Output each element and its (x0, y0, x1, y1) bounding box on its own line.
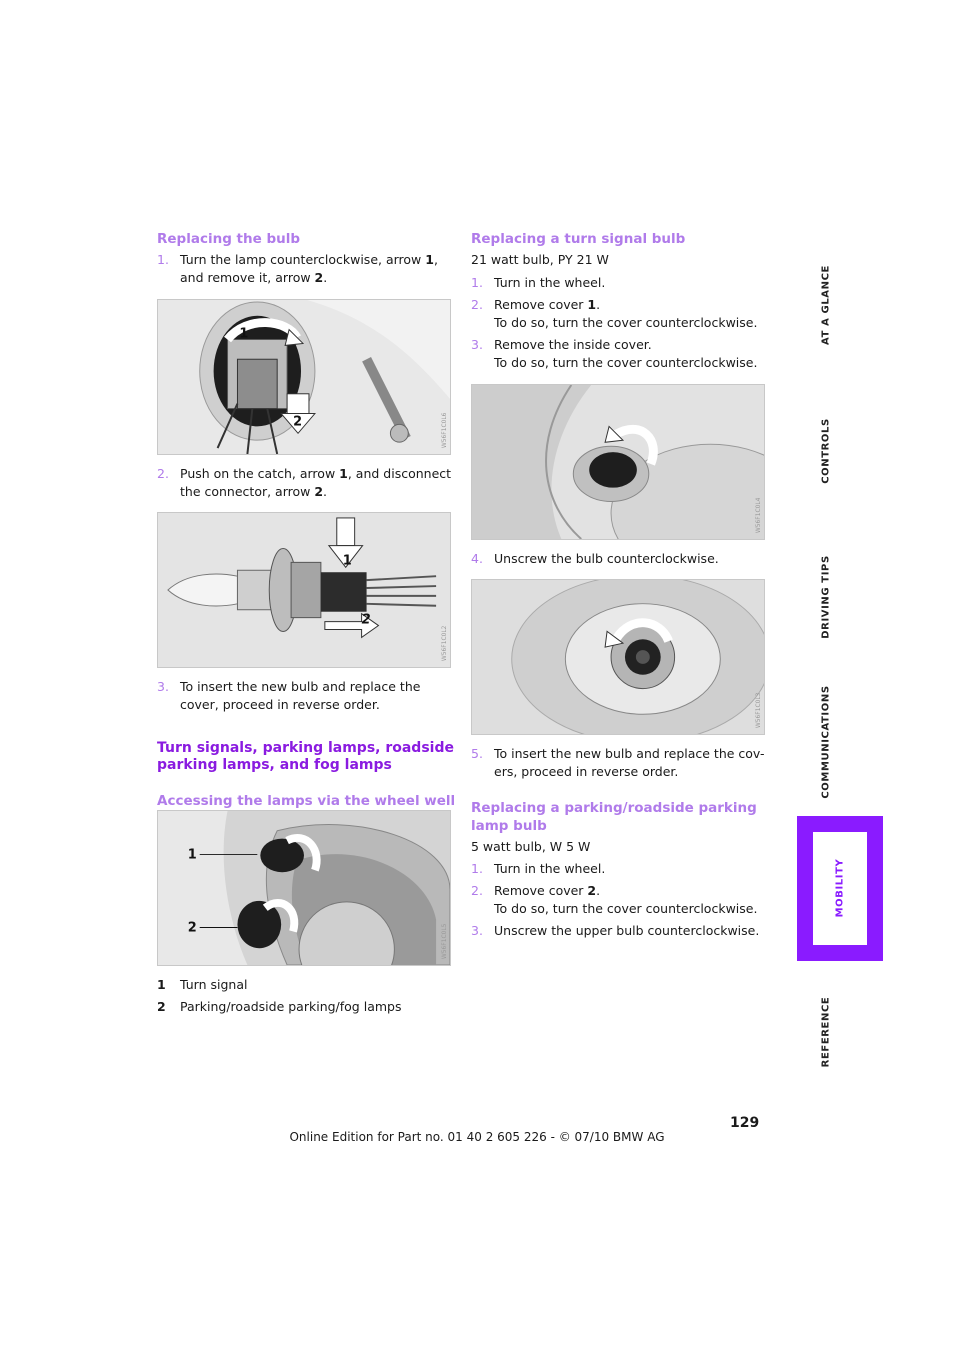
legend-item: 2 Parking/roadside parking/fog lamps (157, 999, 402, 1014)
heading-replacing-bulb: Replacing the bulb (157, 231, 301, 247)
right-step-4 (471, 550, 771, 568)
figure-lamp-removal (157, 299, 451, 455)
tab-communications[interactable]: COMMUNICATIONS (820, 685, 832, 799)
heading-turn-signals: Turn signals, parking lamps, roadside parking lamps, and fog lamps (157, 740, 454, 773)
page-number: 129 (730, 1115, 760, 1131)
tab-mobility: MOBILITY (834, 858, 846, 918)
step-number: 1. (157, 252, 169, 267)
legend-item: 1 Turn signal (157, 977, 248, 992)
figure-wheel-well (157, 810, 451, 966)
heading-accessing-lamps: Accessing the lamps via the wheel well (157, 793, 456, 809)
callout-1: 1 (239, 326, 249, 342)
legend (157, 976, 457, 1016)
step-3: 3. To insert the new bulb and replace the cover, proceed in reverse order. (157, 679, 421, 712)
heading-parking-bulb: Replacing a parking/roadside parking lamp bulb (471, 800, 757, 834)
figure-connector (157, 512, 451, 668)
left-step-2 (157, 465, 457, 501)
step-5: 5. To insert the new bulb and replace the cov- ers, proceed in reverse order. (471, 746, 765, 779)
tab-mobility-inner (813, 832, 867, 945)
figure-code: W56F1C0L2 (441, 625, 449, 662)
callout-1: 1 (187, 847, 197, 863)
tab-controls[interactable]: CONTROLS (820, 418, 832, 484)
callout-2: 2 (187, 920, 197, 936)
figure-unscrew-bulb (471, 579, 765, 735)
callout-2: 2 (361, 612, 371, 628)
left-column (157, 230, 457, 287)
footer-edition: Online Edition for Part no. 01 40 2 605 226 - © 07/10 BMW AG (289, 1130, 665, 1144)
tab-mobility-active[interactable] (797, 816, 883, 961)
step-1: 1. Turn in the wheel. (471, 275, 606, 290)
right-lower-block (471, 745, 771, 940)
step-2: 2. Remove cover 2. To do so, turn the cover counterclockwise. (471, 883, 758, 916)
figure-code: W56F1C0L3 (755, 692, 763, 729)
figure-code: W56F1C0L5 (441, 923, 449, 960)
step-1: 1. Turn in the wheel. (471, 861, 606, 876)
step-3: 3. Unscrew the upper bulb counterclockwise. (471, 923, 760, 938)
tab-at-a-glance[interactable]: AT A GLANCE (820, 265, 832, 345)
figure-code: W56F1C0L6 (441, 412, 449, 449)
tab-driving-tips[interactable]: DRIVING TIPS (820, 555, 832, 639)
right-column (471, 230, 771, 372)
bulb-spec: 5 watt bulb, W 5 W (471, 839, 591, 854)
step-3: 3. Remove the inside cover. To do so, turn the cover counterclockwise. (471, 337, 758, 370)
step-2: 2. Push on the catch, arrow 1, and disconnect the connector, arrow 2. (157, 466, 452, 499)
tab-reference[interactable]: REFERENCE (820, 996, 832, 1068)
heading-turn-signal-bulb: Replacing a turn signal bulb (471, 231, 686, 247)
bulb-spec: 21 watt bulb, PY 21 W (471, 252, 609, 267)
figure-remove-cover (471, 384, 765, 540)
step-1: 1. Turn the lamp counterclockwise, arrow 1, and remove it, arrow 2. (157, 252, 438, 285)
step-4: 4. Unscrew the bulb counterclockwise. (471, 551, 719, 566)
figure-code: W56F1C0L4 (755, 497, 763, 534)
left-step-3-block (157, 678, 457, 810)
step-2: 2. Remove cover 1. To do so, turn the cover counterclockwise. (471, 297, 758, 330)
callout-2: 2 (293, 414, 303, 430)
callout-1: 1 (342, 553, 352, 569)
